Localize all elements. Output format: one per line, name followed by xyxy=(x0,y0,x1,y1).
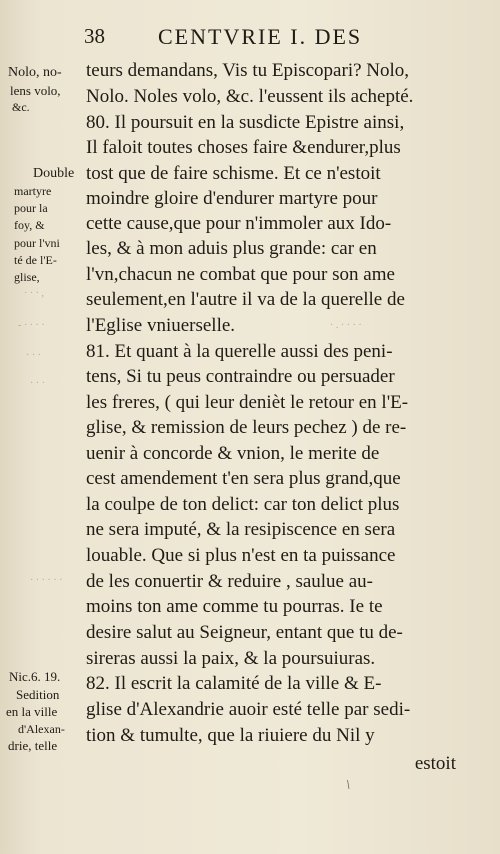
bleed-through-mark: · · · xyxy=(30,378,45,389)
bleed-through-mark: · . · · · · xyxy=(330,320,362,331)
bleed-through-mark: · · · , xyxy=(24,288,44,299)
margin-note: &c. xyxy=(12,100,30,114)
text-line: moindre gloire d'endurer martyre pour xyxy=(86,188,378,209)
text-line: 81. Et quant à la querelle aussi des peni- xyxy=(86,341,393,362)
text-line: tost que de faire schisme. Et ce n'estoit xyxy=(86,163,381,184)
margin-note: Nic.6. 19. xyxy=(9,669,61,684)
bleed-through-mark: · · · xyxy=(26,350,41,361)
text-line: la coulpe de ton delict: car ton delict plus xyxy=(86,494,400,515)
text-line: louable. Que si plus n'est en ta puissance xyxy=(86,545,396,566)
text-line: 80. Il poursuit en la susdicte Epistre ainsi, xyxy=(86,112,405,133)
text-line-final: estoit xyxy=(414,753,456,774)
margin-note: drie, telle xyxy=(8,738,58,753)
text-line: seulement,en l'autre il va de la querelle de xyxy=(86,289,405,310)
margin-note: foy, & xyxy=(14,218,45,232)
text-line: l'vn,chacun ne combat que pour son ame xyxy=(86,264,395,285)
text-line: moins ton ame comme tu pourras. Ie te xyxy=(86,596,383,617)
text-line: les, & à mon aduis plus grande: car en xyxy=(86,238,377,259)
margin-note: Sedition xyxy=(16,687,60,702)
text-line: glise, & remission de leurs pechez ) de re- xyxy=(86,417,407,438)
text-line: Il faloit toutes choses faire &endurer,plus xyxy=(86,137,401,158)
margin-note: pour la xyxy=(14,201,48,215)
margin-note: pour l'vni xyxy=(14,236,60,250)
text-line: teurs demandans, Vis tu Episcopari? Nolo, xyxy=(86,60,410,81)
margin-note: té de l'E- xyxy=(14,253,57,267)
page-header xyxy=(0,24,500,54)
text-line: les freres, ( qui leur denièt le retour en l'E- xyxy=(86,392,409,413)
text-line: cette cause,que pour n'immoler aux Ido- xyxy=(86,213,392,234)
margin-note: martyre xyxy=(14,184,52,198)
text-line: ne sera imputé, & la resipiscence en sera xyxy=(86,519,396,540)
margin-note: d'Alexan- xyxy=(18,722,65,736)
margin-note: Nolo, no- xyxy=(8,65,62,80)
bleed-through-mark: - · · · · xyxy=(18,320,45,331)
text-line: desire salut au Seigneur, entant que tu de- xyxy=(86,622,403,643)
text-line: de les conuertir & reduire , saulue au- xyxy=(86,571,373,592)
margin-note: en la ville xyxy=(6,704,58,719)
margin-note: Double xyxy=(33,166,75,181)
text-line: tion & tumulte, que la riuiere du Nil y xyxy=(86,725,375,746)
page-number: 38 xyxy=(84,24,105,48)
running-title: CENTVRIE I. DES xyxy=(158,24,363,49)
margin-note: glise, xyxy=(14,270,40,284)
text-line: glise d'Alexandrie auoir esté telle par sedi- xyxy=(86,699,411,720)
bleed-through-mark: · · · · · · xyxy=(30,575,63,586)
text-line: 82. Il escrit la calamité de la ville & E- xyxy=(86,673,382,694)
text-line: uenir à concorde & vnion, le merite de xyxy=(86,443,380,464)
text-line: tens, Si tu peus contraindre ou persuader xyxy=(86,366,395,387)
text-line: l'Eglise vniuerselle. xyxy=(86,315,236,336)
text-line: sireras aussi la paix, & la poursuiuras. xyxy=(86,648,376,669)
text-line: Nolo. Noles volo, &c. l'eussent ils achepté. xyxy=(86,86,414,107)
catchword: \ xyxy=(346,778,350,793)
text-line: cest amendement t'en sera plus grand,que xyxy=(86,468,401,489)
margin-note: lens volo, xyxy=(10,83,61,98)
